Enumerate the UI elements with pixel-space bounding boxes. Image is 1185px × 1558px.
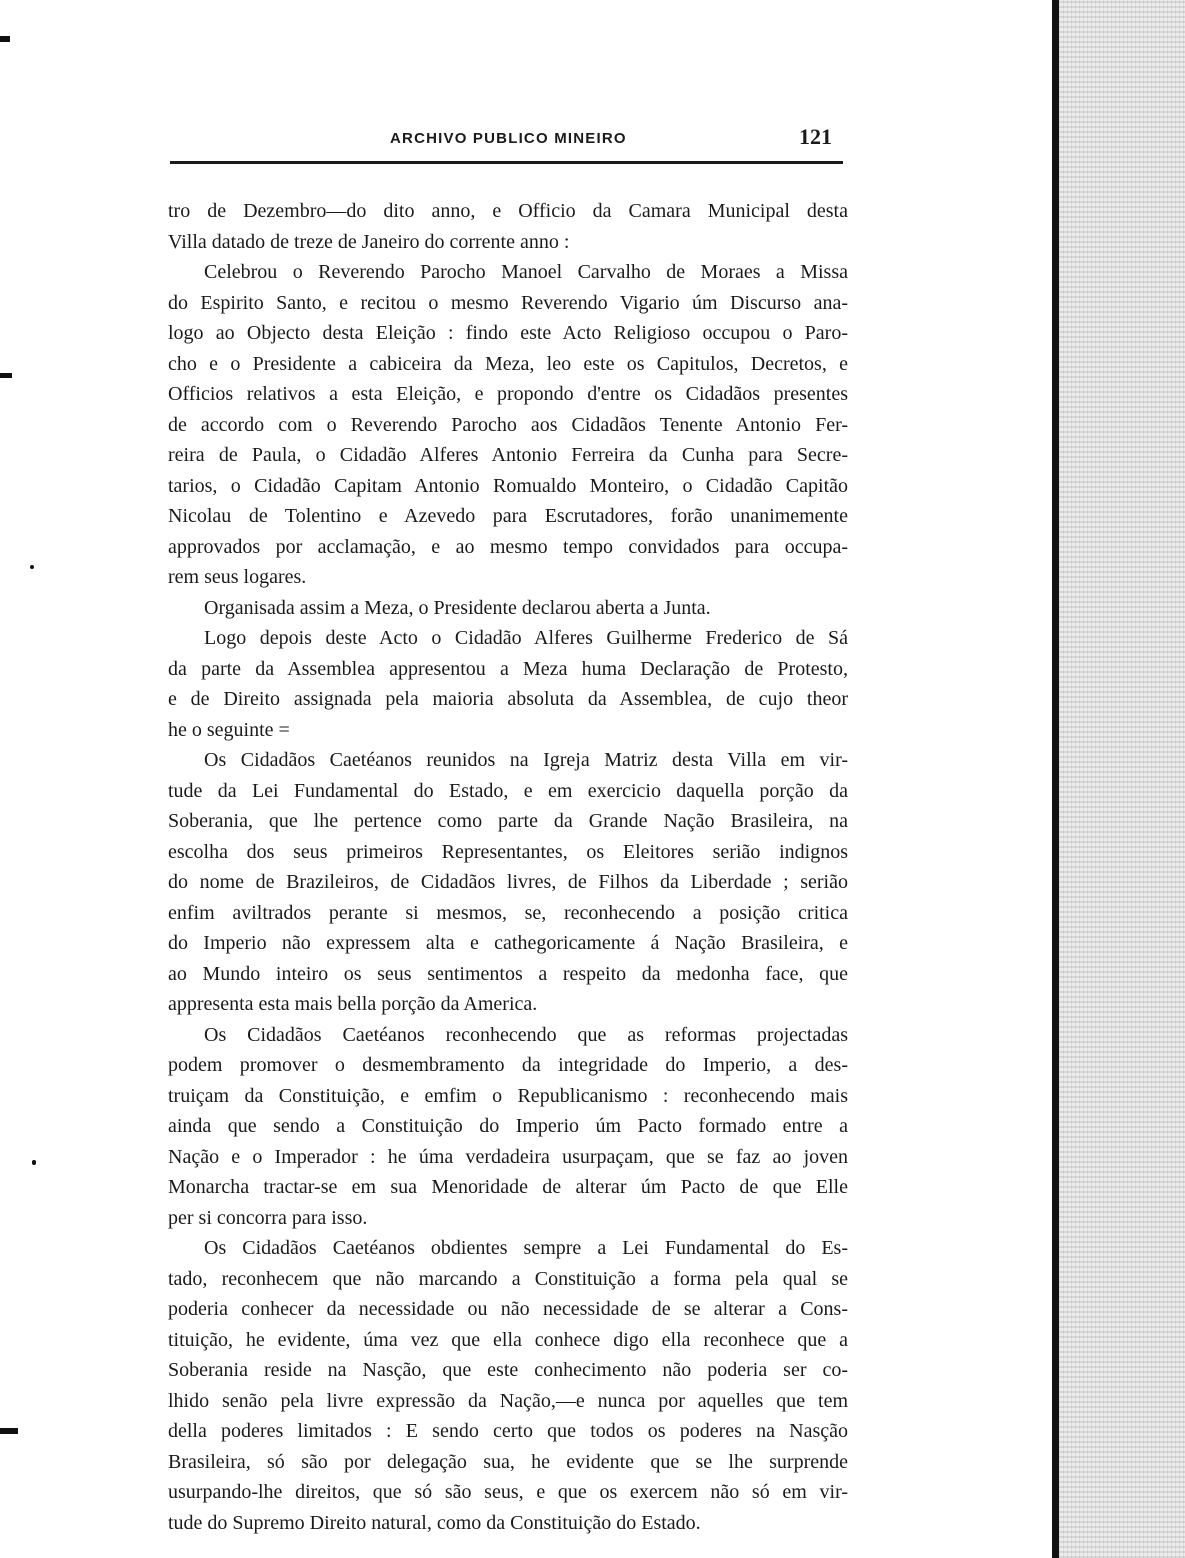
margin-mark [30,565,34,569]
text-line: Celebrou o Reverendo Parocho Manoel Carvalho de Moraes a Missa [204,261,848,283]
text-line: usurpando-lhe direitos, que só são seus, e que os exercem não só em vir- [168,1481,848,1503]
text-line: truiçam da Constituição, e emfim o Republicanismo : reconhecendo mais [168,1084,848,1107]
text-line: approvados por acclamação, e ao mesmo tempo convidados para occupa- [168,535,848,558]
text-line: da parte da Assemblea appresentou a Meza huma Declaração de Protesto, [168,657,848,680]
body-text [168,196,848,1538]
text-line: enfim aviltrados perante si mesmos, se, reconhecendo a posição critica [168,901,848,924]
text-line: Nação e o Imperador : he úma verdadeira usurpaçam, que se faz ao joven [168,1145,848,1168]
text-line: Logo depois deste Acto o Cidadão Alferes Guilherme Frederico de Sá [204,627,848,649]
text-line: Os Cidadãos Caetéanos reunidos na Igreja Matriz desta Villa em vir- [204,749,848,771]
text-line: he o seguinte = [168,718,290,741]
text-line: de accordo com o Reverendo Parocho aos Cidadãos Tenente Antonio Fer- [168,413,848,436]
text-line: ainda que sendo a Constituição do Imperio úm Pacto formado entre a [168,1115,848,1137]
text-line: Soberania reside na Nasção, que este conhecimento não poderia ser co- [168,1359,848,1381]
text-line: appresenta esta mais bella porção da America. [168,993,538,1015]
text-line: lhido senão pela livre expressão da Nação,—e nunca por aquelles que tem [168,1389,848,1412]
text-line: Brasileira, só são por delegação sua, he evidente que se lhe surprende [168,1450,848,1473]
text-line: poderia conhecer da necessidade ou não necessidade de se alterar a Cons- [168,1298,848,1320]
text-line: Villa datado de treze de Janeiro do corrente anno : [168,230,570,253]
text-line: tituição, he evidente, úma vez que ella conhece digo ella reconhece que a [168,1328,848,1351]
page-number: 121 [799,124,832,149]
text-line: Os Cidadãos Caetéanos reconhecendo que as reformas projectadas [204,1023,848,1046]
text-line: rem seus logares. [168,566,307,588]
text-line: tarios, o Cidadão Capitam Antonio Romualdo Monteiro, o Cidadão Capitão [168,474,848,497]
text-line: Organisada assim a Meza, o Presidente declarou aberta a Junta. [204,596,711,619]
margin-mark [0,1428,18,1434]
text-line: Monarcha tractar-se em sua Menoridade de alterar úm Pacto de que Elle [168,1176,848,1198]
text-line: escolha dos seus primeiros Representantes, os Eleitores serião indignos [168,840,848,863]
header-rule [170,161,843,164]
text-line: ao Mundo inteiro os seus sentimentos a respeito da medonha face, que [168,962,848,985]
margin-mark [0,36,10,42]
text-line: della poderes limitados : E sendo certo que todos os poderes na Nasção [168,1420,848,1442]
text-line: Officios relativos a esta Eleição, e propondo d'entre os Cidadãos presentes [168,383,848,405]
margin-mark [32,1160,36,1165]
text-line: reira de Paula, o Cidadão Alferes Antonio Ferreira da Cunha para Secre- [168,444,848,466]
binding-shadow [1052,0,1059,1558]
text-line: Nicolau de Tolentino e Azevedo para Escrutadores, forão unanimemente [168,505,848,527]
text-line: tude da Lei Fundamental do Estado, e em exercicio daquella porção da [168,779,848,802]
text-line: per si concorra para isso. [168,1206,368,1229]
text-line: logo ao Objecto desta Eleição : findo este Acto Religioso occupou o Paro- [168,322,848,344]
running-header [170,120,842,160]
margin-mark [0,373,12,378]
text-line: do Imperio não expressem alta e cathegoricamente á Nação Brasileira, e [168,932,848,954]
text-line: cho e o Presidente a cabiceira da Meza, leo este os Capitulos, Decretos, e [168,352,848,375]
text-line: Os Cidadãos Caetéanos obdientes sempre a Lei Fundamental do Es- [204,1237,848,1259]
text-line: tude do Supremo Direito natural, como da Constituição do Estado. [168,1511,701,1534]
text-line: Soberania, que lhe pertence como parte da Grande Nação Brasileira, na [168,810,848,832]
text-line: tro de Dezembro—do dito anno, e Officio da Camara Municipal desta [168,200,848,222]
text-line: do nome de Brazileiros, de Cidadãos livres, de Filhos da Liberdade ; serião [168,871,848,893]
text-line: do Espirito Santo, e recitou o mesmo Reverendo Vigario úm Discurso ana- [168,291,848,314]
text-line: tado, reconhecem que não marcando a Constituição a forma pela qual se [168,1267,848,1290]
text-line: podem promover o desmembramento da integridade do Imperio, a des- [168,1054,848,1076]
text-line: e de Direito assignada pela maioria absoluta da Assemblea, de cujo theor [168,688,848,710]
binding-margin [1059,0,1185,1558]
header-title: ARCHIVO PUBLICO MINEIRO [390,130,627,147]
